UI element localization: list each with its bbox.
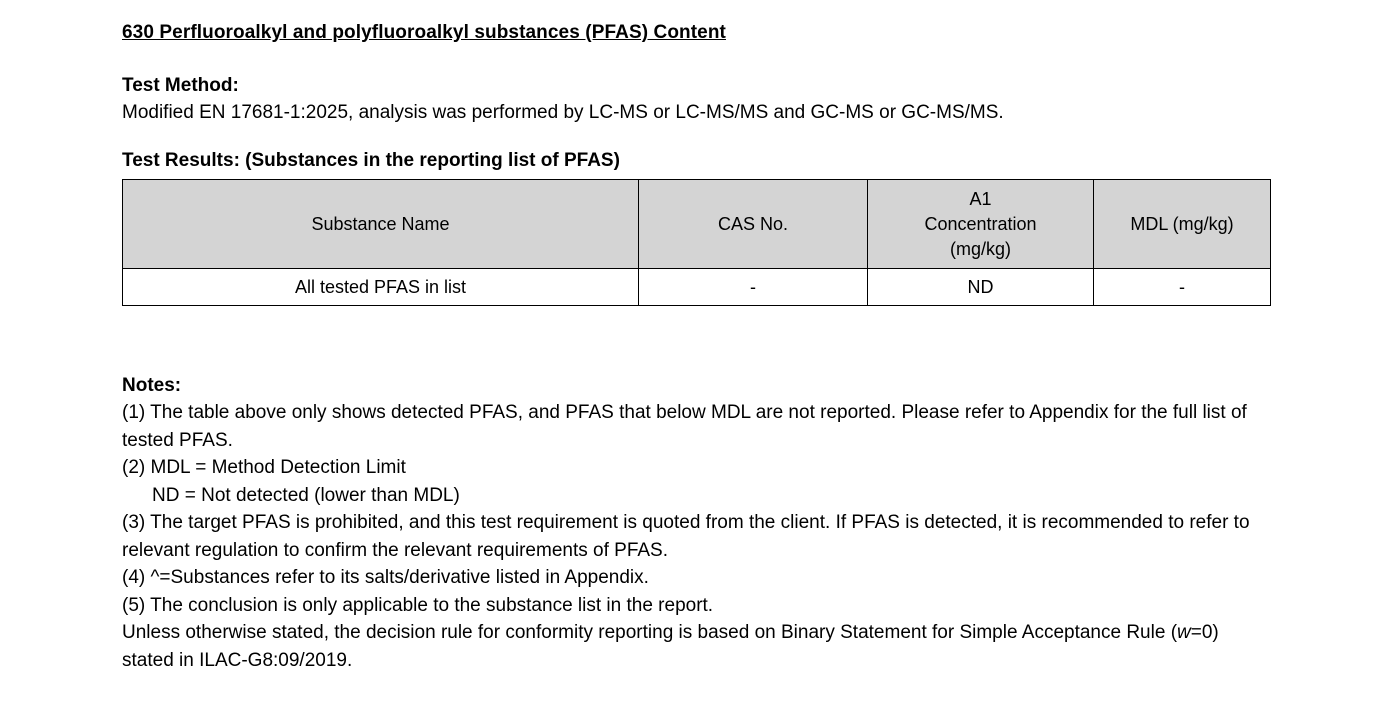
test-method-text: Modified EN 17681-1:2025, analysis was performed by LC-MS or LC-MS/MS and GC-MS or GC-MS/MS. [122,102,1004,123]
notes-section [122,372,1270,674]
note-item-4: (4) ^=Substances refer to its salts/derivative listed in Appendix. [122,567,649,588]
test-method-label: Test Method: [122,75,239,96]
decision-rule-text-start: Unless otherwise stated, the decision rule for conformity reporting is based on Binary Statement for Simple Acceptance Rule ( [122,622,1178,643]
decision-rule-statement [122,619,1270,674]
column-header-concentration-line1: A1 [969,188,992,209]
column-header-cas-no: CAS No. [639,180,868,269]
cell-substance-name: All tested PFAS in list [123,269,639,306]
page-title: 630 Perfluoroalkyl and polyfluoroalkyl substances (PFAS) Content [122,22,726,43]
table-header-row [123,180,1271,269]
column-header-concentration [868,180,1094,269]
decision-rule-symbol: w [1177,622,1191,643]
cell-concentration: ND [868,269,1094,306]
decision-rule-text-end: =0) stated in ILAC-G8:09/2019. [122,622,1219,671]
note-item-1: (1) The table above only shows detected PFAS, and PFAS that below MDL are not reported. Please refer to Appendix for the full list of tested PFAS. [122,402,1247,451]
column-header-concentration-line2: Concentration [924,213,1037,234]
test-results-label: Test Results: (Substances in the reporting list of PFAS) [122,150,620,171]
pfas-results-table [122,179,1271,306]
table-row [123,269,1271,306]
column-header-mdl: MDL (mg/kg) [1094,180,1271,269]
note-item-2-sub: ND = Not detected (lower than MDL) [152,484,460,506]
cell-cas-no: - [639,269,868,306]
cell-mdl: - [1094,269,1271,306]
column-header-substance-name: Substance Name [123,180,639,269]
spacer [122,126,1270,147]
notes-title: Notes: [122,375,182,396]
note-item-2: (2) MDL = Method Detection Limit [122,457,406,478]
note-item-5: (5) The conclusion is only applicable to the substance list in the report. [122,594,714,616]
column-header-concentration-line3: (mg/kg) [949,238,1011,259]
note-item-3: (3) The target PFAS is prohibited, and this test requirement is quoted from the client. If PFAS is detected, it is recommended to refer to relevant regulation to confirm the relevant requirements of PFAS. [122,512,1250,561]
